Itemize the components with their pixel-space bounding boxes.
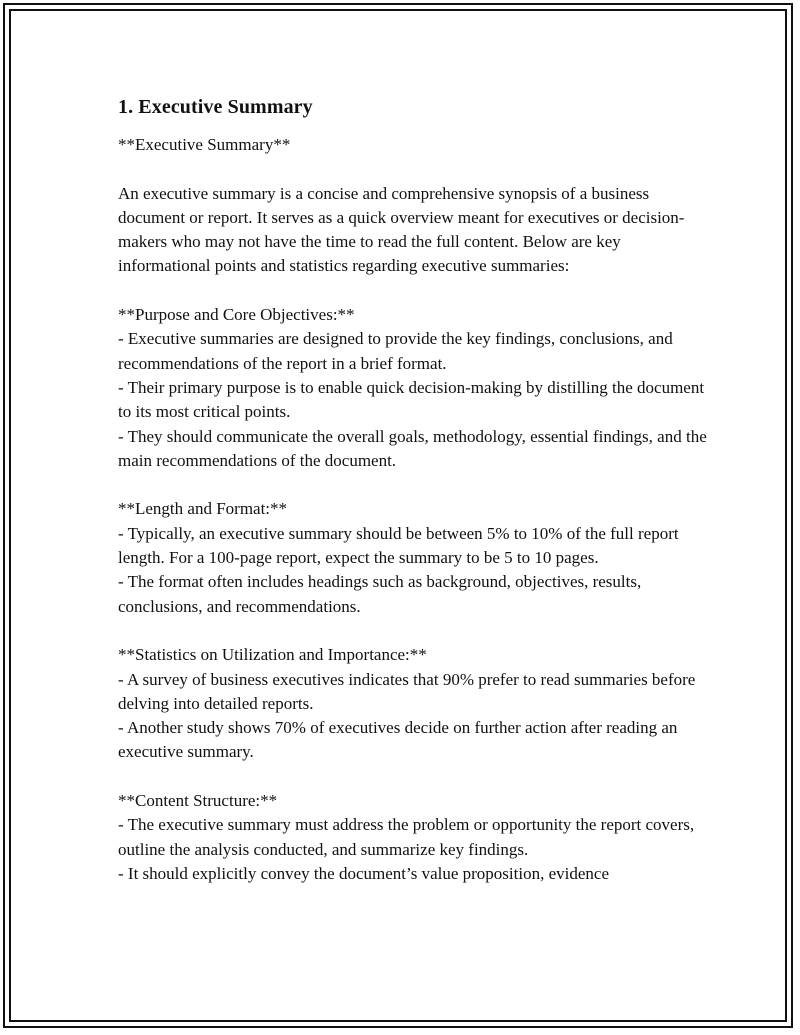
intro-paragraph: An executive summary is a concise and comprehensive synopsis of a business document or report. It serves as a quick overview meant for executives or decision-makers who may not have the time to read the full content. Below are key informational points and statistics regarding executive summaries: [118,183,685,276]
bullet-item: - Executive summaries are designed to provide the key findings, conclusions, and recommendations of the report in a brief format. [118,329,673,373]
section-length-format [118,497,708,618]
section-heading: **Length and Format:** [118,499,288,519]
bullet-item: - A survey of business executives indicates that 90% prefer to read summaries before delving into detailed reports. [118,669,696,713]
document-subtitle: **Executive Summary** [118,135,291,154]
document-title: 1. Executive Summary [118,96,313,118]
bullet-item: - Their primary purpose is to enable quick decision-making by distilling the document to its most critical points. [118,377,705,422]
document-body [118,94,708,886]
section-statistics [118,643,708,764]
bullet-item: - It should explicitly convey the document’s value proposition, evidence [118,863,609,883]
bullet-item: - Typically, an executive summary should be between 5% to 10% of the full report length. For a 100-page report, expect the summary to be 5 to 10 pages. [118,523,679,568]
bullet-item: - The format often includes headings such as background, objectives, results, conclusions, and recommendations. [118,572,642,616]
section-purpose [118,303,708,473]
section-heading: **Content Structure:** [118,791,278,811]
bullet-item: - Another study shows 70% of executives decide on further action after reading an executive summary. [118,718,678,762]
section-heading: **Statistics on Utilization and Importance:** [118,645,427,665]
bullet-item: - The executive summary must address the problem or opportunity the report covers, outline the analysis conducted, and summarize key findings. [118,815,695,859]
bullet-item: - They should communicate the overall goals, methodology, essential findings, and the main recommendations of the document. [118,426,707,470]
section-content-structure [118,789,708,886]
section-heading: **Purpose and Core Objectives:** [118,305,355,325]
